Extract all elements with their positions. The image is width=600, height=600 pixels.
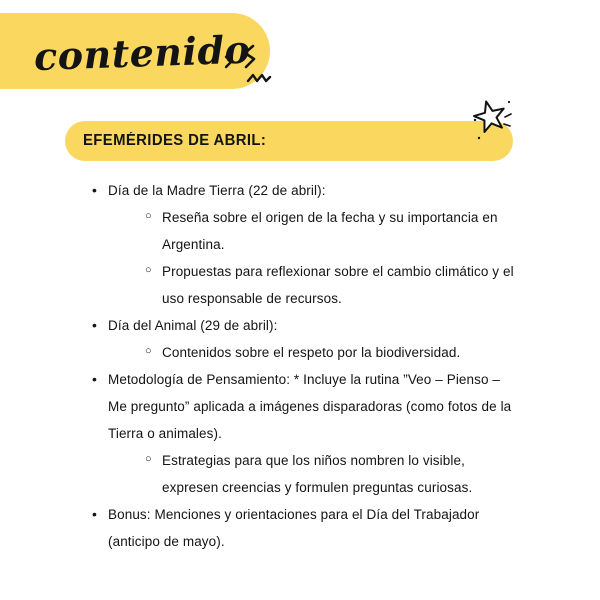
circle-bullet-icon: ○ [145, 264, 152, 276]
list-subitem [145, 447, 523, 501]
bullet-icon: • [92, 506, 98, 522]
item-text: Metodología de Pensamiento: * Incluye la rutina ”Veo – Pienso – Me pregunto” aplicada a imágenes disparadoras (como fotos de la Tierra o animales). [108, 372, 512, 441]
list-item [92, 177, 516, 204]
circle-bullet-icon: ○ [145, 345, 152, 357]
list-subitem [145, 204, 523, 258]
subitem-text: Reseña sobre el origen de la fecha y su importancia en Argentina. [162, 210, 498, 252]
subitem-text: Propuestas para reflexionar sobre el cambio climático y el uso responsable de recursos. [162, 264, 514, 306]
item-text: Día de la Madre Tierra (22 de abril): [108, 183, 326, 198]
title-banner [0, 13, 270, 89]
list-item [92, 366, 516, 447]
item-text: Día del Animal (29 de abril): [108, 318, 278, 333]
list-subitem [145, 258, 523, 312]
circle-bullet-icon: ○ [145, 210, 152, 222]
bullet-icon: • [92, 371, 98, 387]
circle-bullet-icon: ○ [145, 453, 152, 465]
squiggle-icon [221, 42, 273, 94]
content-list [92, 177, 537, 555]
section-heading: EFEMÉRIDES DE ABRIL: [83, 132, 267, 149]
bullet-icon: • [92, 317, 98, 333]
section-banner [65, 121, 513, 161]
item-text: Bonus: Menciones y orientaciones para el Día del Trabajador (anticipo de mayo). [108, 507, 480, 549]
list-item [92, 312, 516, 339]
bullet-icon: • [92, 182, 98, 198]
page-title: contenido [33, 26, 252, 80]
subitem-text: Contenidos sobre el respeto por la biodiversidad. [162, 345, 461, 360]
list-item [92, 501, 516, 555]
list-subitem [145, 339, 523, 366]
subitem-text: Estrategias para que los niños nombren lo visible, expresen creencias y formulen preguntas curiosas. [162, 453, 473, 495]
star-icon [466, 93, 518, 145]
